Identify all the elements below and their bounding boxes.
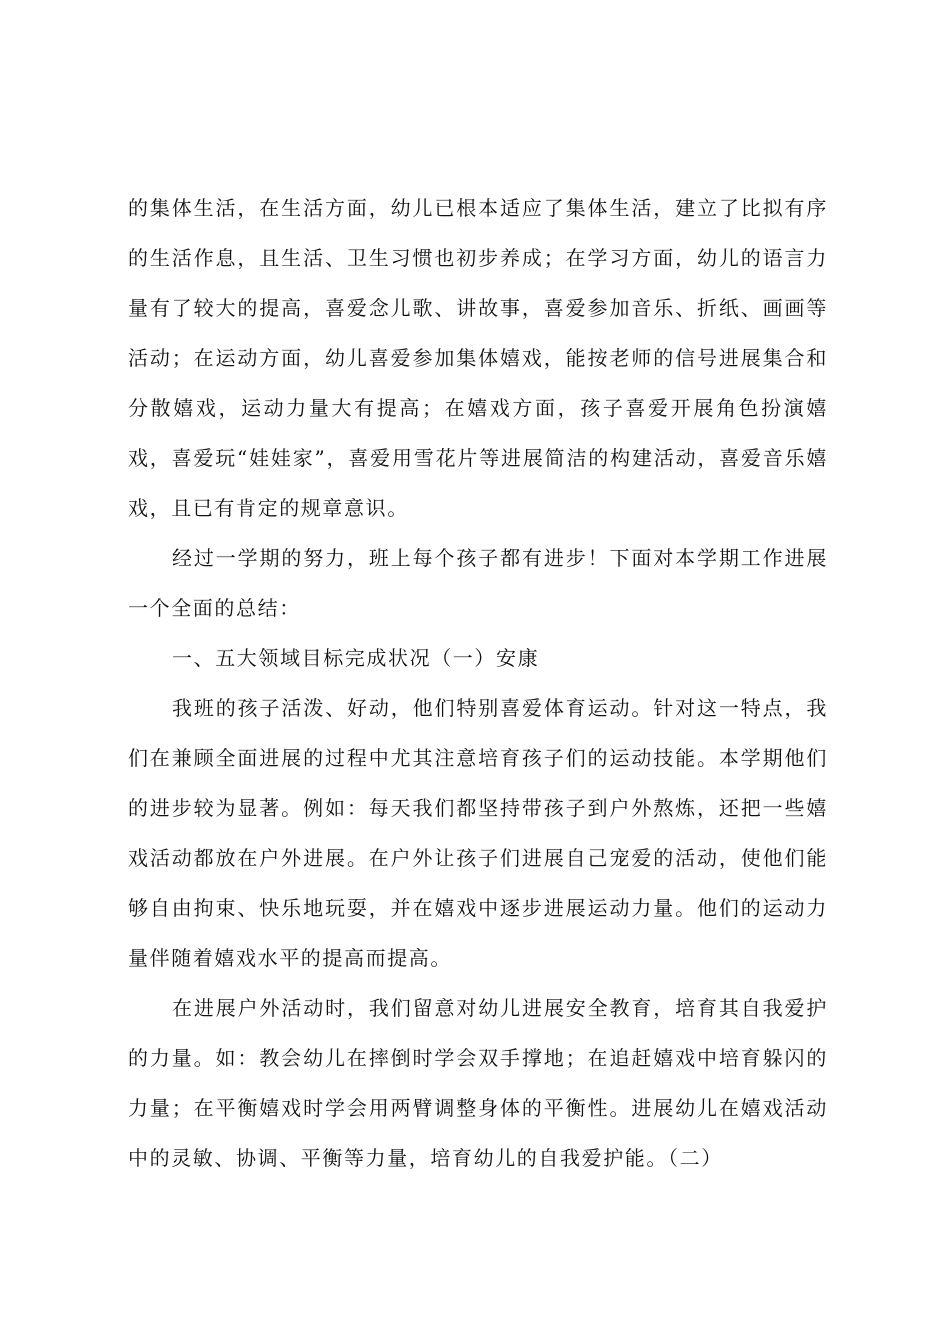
section-heading: 一、五大领域目标完成状况（一）安康 [172,646,540,670]
paragraph-health-sports: 我班的孩子活泼、好动，他们特别喜爱体育运动。针对这一特点，我们在兼顾全面进展的过程中尤其注意培育孩子们的运动技能。本学期他们的进步较为显著。例如：每天我们都坚持带孩子到户外熬炼，还把一些嬉戏活动都放在户外进展。在户外让孩子们进展自己宠爱的活动，使他们能够自由拘束、快乐地玩耍，并在嬉戏中逐步进展运动力量。他们的运动力量伴随着嬉戏水平的提高而提高。 [128,696,828,970]
paragraph-continuation: 的集体生活，在生活方面，幼儿已根本适应了集体生活，建立了比拟有序的生活作息，且生活、卫生习惯也初步养成；在学习方面，幼儿的语言力量有了较大的提高，喜爱念儿歌、讲故事，喜爱参加音乐、折纸、画画等活动；在运动方面，幼儿喜爱参加集体嬉戏，能按老师的信号进展集合和分散嬉戏，运动力量大有提高；在嬉戏方面，孩子喜爱开展角色扮演嬉戏，喜爱玩“娃娃家”，喜爱用雪花片等进展简洁的构建活动，喜爱音乐嬉戏，且已有肯定的规章意识。 [128,196,828,520]
paragraph-summary-intro: 经过一学期的努力，班上每个孩子都有进步！下面对本学期工作进展一个全面的总结： [128,546,828,620]
document-body [128,183,828,1183]
paragraph-safety-education: 在进展户外活动时，我们留意对幼儿进展安全教育，培育其自我爱护的力量。如：教会幼儿在摔倒时学会双手撑地；在追赶嬉戏中培育躲闪的力量；在平衡嬉戏时学会用两臂调整身体的平衡性。进展幼儿在嬉戏活动中的灵敏、协调、平衡等力量，培育幼儿的自我爱护能。（二） [128,996,828,1170]
